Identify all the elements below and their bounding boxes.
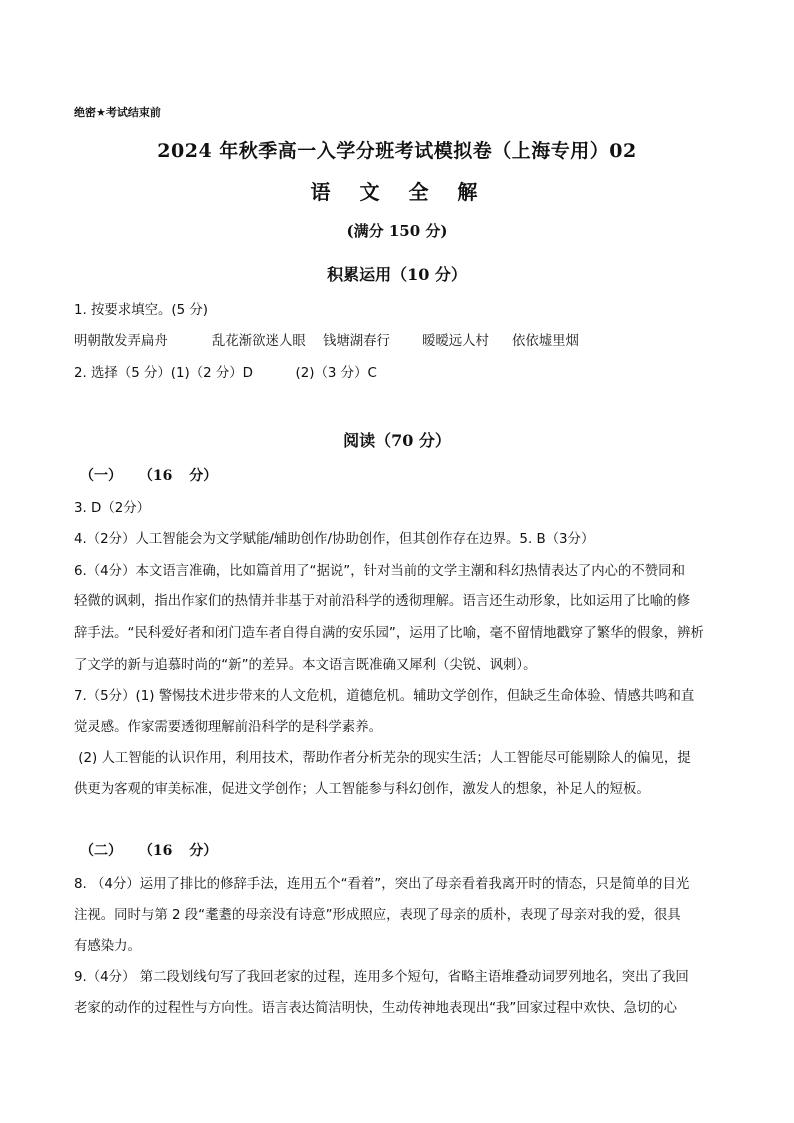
answer-item: 明朝散发弄扁舟 [74, 334, 168, 349]
answer-line: 老家的动作的过程性与方向性。语言表达简洁明快，生动传神地表现出“我”回家过程中欢快、急切的心 [74, 1001, 678, 1016]
answer-line: 7.（5分）(1) 警惕技术进步带来的人文危机，道德危机。辅助文学创作，但缺乏生命体验、情感共鸣和直 [74, 689, 695, 704]
answer-line: 4.（2分）人工智能会为文学赋能/辅助创作/协助创作，但其创作存在边界。5. B（3分） [74, 532, 595, 547]
confidential-label: 绝密★考试结束前 [74, 106, 161, 119]
answer-item: 乱花渐欲迷人眼 [212, 334, 306, 349]
question-2-line: 2. 选择（5 分）(1)（2 分）D (2)（3 分）C [74, 366, 377, 381]
answer-item: 暧暧远人村 [422, 334, 489, 349]
answer-line: 3. D（2分） [74, 501, 151, 516]
subject-title: 语 文 全 解 [310, 180, 484, 204]
answer-line: 轻微的讽刺，指出作家们的热情并非基于对前沿科学的透彻理解。语言还生动形象，比如运用了比喻的修 [74, 594, 690, 609]
answer-line: 6.（4分）本文语言准确，比如篇首用了“据说”，针对当前的文学主潮和科幻热情表达了内心的不赞同和 [74, 564, 685, 579]
answer-item: 钱塘湖春行 [323, 334, 390, 349]
answer-line: 了文学的新与追慕时尚的“新”的差异。本文语言既准确又犀利（尖锐、讽刺）。 [74, 658, 537, 673]
answer-line: 辞手法。“民科爱好者和闭门造车者自得自满的安乐园”，运用了比喻，毫不留情地戳穿了繁华的假象，辨析 [74, 626, 704, 641]
answer-line: 注视。同时与第 2 段“耄耋的母亲没有诗意”形成照应，表现了母亲的质朴，表现了母亲对我的爱，很具 [74, 908, 681, 923]
page-title: 2024 年秋季高一入学分班考试模拟卷（上海专用）02 [157, 140, 637, 162]
answer-item: 依依墟里烟 [512, 334, 579, 349]
answer-line: 觉灵感。作家需要透彻理解前沿科学的是科学素养。 [74, 720, 382, 735]
answer-line: 9.（4分） 第二段划线句写了我回老家的过程，连用多个短句，省略主语堆叠动词罗列地名，突出了我回 [74, 970, 689, 985]
answer-line: 有感染力。 [74, 939, 141, 954]
part-1-heading: （一） （16 分） [80, 468, 218, 484]
answer-line: 供更为客观的审美标准，促进文学创作；人工智能参与科幻创作，激发人的想象，补足人的短板。 [74, 782, 650, 797]
question-1-label: 1. 按要求填空。(5 分) [74, 303, 208, 318]
section-heading-reading: 阅读（70 分） [343, 431, 451, 450]
answer-line: (2) 人工智能的认识作用，利用技术，帮助作者分析芜杂的现实生活；人工智能尽可能剔除人的偏见，提 [74, 751, 691, 766]
section-heading-accumulation: 积累运用（10 分） [327, 265, 467, 284]
part-2-heading: （二） （16 分） [80, 843, 218, 859]
total-score: (满分 150 分) [346, 222, 448, 240]
answer-line: 8. （4分）运用了排比的修辞手法，连用五个“看着”，突出了母亲看着我离开时的情态，只是简单的目光 [74, 877, 690, 892]
